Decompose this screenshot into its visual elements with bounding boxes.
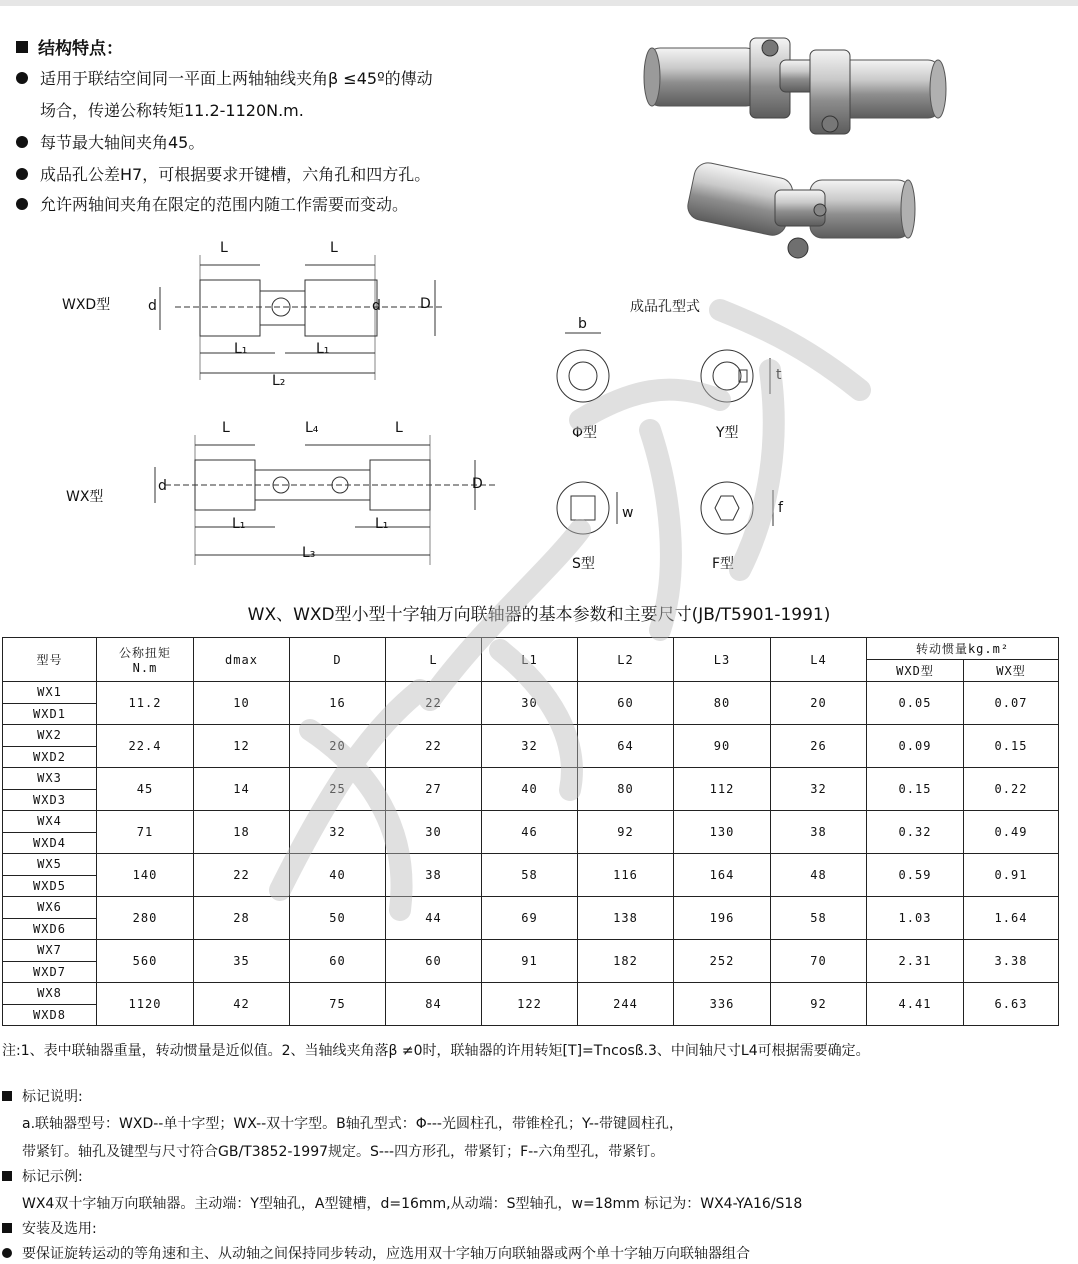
cell-L: 27: [386, 768, 482, 811]
square-bullet-icon: [2, 1223, 12, 1233]
cell-L1: 58: [482, 854, 578, 897]
cell-D: 75: [290, 983, 386, 1026]
header-inertia: 转动惯量kg.m²: [867, 638, 1059, 660]
feature-item-2: 每节最大轴间夹角45。: [16, 130, 204, 153]
hole-type-y-label: Y型: [716, 425, 739, 441]
dim-L-label: L: [395, 420, 403, 436]
model-wx-cell: WX3: [3, 768, 97, 790]
cell-torque: 280: [97, 897, 194, 940]
table-note: 注:1、表中联轴器重量，转动惯量是近似值。2、当轴线夹角落β ≠0时，联轴器的许用转矩[T]=Tncosß.3、中间轴尺寸L4可根据需要确定。: [2, 1043, 870, 1059]
cell-dmax: 35: [194, 940, 290, 983]
hole-type-phi-label: Φ型: [572, 425, 598, 441]
feature-item-4: 允许两轴间夹角在限定的范围内随工作需要而变动。: [16, 192, 408, 215]
cell-dmax: 18: [194, 811, 290, 854]
cell-L: 22: [386, 725, 482, 768]
marking-title: 标记说明:: [2, 1086, 83, 1106]
cell-L3: 336: [674, 983, 771, 1026]
dim-L-label: L: [222, 420, 230, 436]
cell-dmax: 14: [194, 768, 290, 811]
cell-L1: 122: [482, 983, 578, 1026]
model-wxd-cell: WXD1: [3, 703, 97, 725]
cell-D: 20: [290, 725, 386, 768]
header-L: L: [386, 638, 482, 682]
header-inertia-wxd: WXD型: [867, 660, 964, 682]
cell-L3: 196: [674, 897, 771, 940]
cell-j_wx: 0.22: [964, 768, 1059, 811]
cell-j_wx: 3.38: [964, 940, 1059, 983]
header-D: D: [290, 638, 386, 682]
cell-L2: 80: [578, 768, 674, 811]
dim-L1-label: L₁: [234, 341, 248, 357]
cell-dmax: 22: [194, 854, 290, 897]
dim-L1-label: L₁: [375, 516, 389, 532]
header-L1: L1: [482, 638, 578, 682]
cell-L: 30: [386, 811, 482, 854]
single-joint-photo: [680, 150, 920, 270]
watermark-brushstroke: [250, 270, 900, 930]
model-wxd-cell: WXD8: [3, 1004, 97, 1026]
dim-L3-label: L₃: [302, 545, 316, 561]
cell-j_wxd: 0.09: [867, 725, 964, 768]
cell-L4: 20: [771, 682, 867, 725]
cell-j_wx: 6.63: [964, 983, 1059, 1026]
cell-j_wxd: 0.32: [867, 811, 964, 854]
square-bullet-icon: [2, 1171, 12, 1181]
cell-L4: 70: [771, 940, 867, 983]
model-wxd-cell: WXD7: [3, 961, 97, 983]
feature-item-3: 成品孔公差H7，可根据要求开键槽，六角孔和四方孔。: [16, 162, 430, 185]
cell-L2: 64: [578, 725, 674, 768]
marking-line-2: 带紧钉。轴孔及键型与尺寸符合GB/T3852-1997规定。S---四方形孔，带紧钉；F--六角型孔，带紧钉。: [22, 1144, 665, 1160]
dim-t-label: t: [776, 367, 782, 383]
model-wx-cell: WX8: [3, 983, 97, 1005]
table-title: WX、WXD型小型十字轴万向联轴器的基本参数和主要尺寸(JB/T5901-1991): [247, 605, 831, 625]
cell-L4: 48: [771, 854, 867, 897]
header-L4: L4: [771, 638, 867, 682]
feature-item-1-continuation: 场合，传递公称转矩11.2-1120N.m.: [40, 101, 304, 120]
install-bullet: 要保证旋转运动的等角速和主、从动轴之间保持同步转动，应选用双十字轴万向联轴器或两个单十字轴万向联轴器组合: [2, 1243, 750, 1263]
model-wx-cell: WX6: [3, 897, 97, 919]
cell-L3: 130: [674, 811, 771, 854]
marking-line-1: a.联轴器型号：WXD--单十字型；WX--双十字型。B轴孔型式：Φ---光圆柱孔，带锥栓孔；Y--带键圆柱孔，: [22, 1116, 683, 1132]
cell-L4: 32: [771, 768, 867, 811]
model-wx-cell: WX5: [3, 854, 97, 876]
cell-j_wx: 1.64: [964, 897, 1059, 940]
cell-torque: 560: [97, 940, 194, 983]
cell-torque: 71: [97, 811, 194, 854]
cell-L1: 46: [482, 811, 578, 854]
cell-j_wx: 0.15: [964, 725, 1059, 768]
dim-L-label: L: [330, 240, 338, 256]
header-model: 型号: [3, 638, 97, 682]
cell-j_wx: 0.49: [964, 811, 1059, 854]
hole-type-s-label: S型: [572, 556, 595, 572]
bullet-dot-icon: [2, 1248, 12, 1258]
cell-j_wxd: 0.15: [867, 768, 964, 811]
model-wxd-cell: WXD3: [3, 789, 97, 811]
cell-L4: 92: [771, 983, 867, 1026]
dim-D-label: D: [420, 296, 431, 312]
cell-L4: 26: [771, 725, 867, 768]
cell-D: 16: [290, 682, 386, 725]
example-title: 标记示例:: [2, 1166, 83, 1186]
cell-L: 38: [386, 854, 482, 897]
model-wx-cell: WX1: [3, 682, 97, 704]
cell-L2: 138: [578, 897, 674, 940]
cell-torque: 140: [97, 854, 194, 897]
cell-L: 84: [386, 983, 482, 1026]
cell-L: 44: [386, 897, 482, 940]
cell-L1: 32: [482, 725, 578, 768]
cell-torque: 22.4: [97, 725, 194, 768]
dim-d-label: d: [372, 298, 381, 314]
header-torque: 公称扭矩 N.m: [97, 638, 194, 682]
install-title: 安装及选用:: [2, 1218, 97, 1238]
cell-L1: 69: [482, 897, 578, 940]
header-dmax: dmax: [194, 638, 290, 682]
model-wxd-cell: WXD4: [3, 832, 97, 854]
feature-item-1: 适用于联结空间同一平面上两轴轴线夹角β ≤45º的傳动: [16, 66, 433, 89]
cell-torque: 1120: [97, 983, 194, 1026]
top-bar: [0, 0, 1078, 6]
cell-L3: 90: [674, 725, 771, 768]
dim-f-label: f: [778, 500, 783, 516]
cross-shape: [775, 190, 826, 258]
cell-j_wxd: 2.31: [867, 940, 964, 983]
dim-D-label: D: [472, 476, 483, 492]
cell-L1: 91: [482, 940, 578, 983]
cell-L: 60: [386, 940, 482, 983]
cell-j_wx: 0.07: [964, 682, 1059, 725]
cell-torque: 45: [97, 768, 194, 811]
cell-D: 32: [290, 811, 386, 854]
dim-L1-label: L₁: [316, 341, 330, 357]
cell-L3: 252: [674, 940, 771, 983]
double-joint-photo: [640, 20, 950, 150]
square-bullet-icon: [16, 41, 28, 53]
wxd-type-label: WXD型: [62, 297, 111, 313]
cell-dmax: 12: [194, 725, 290, 768]
header-L3: L3: [674, 638, 771, 682]
cell-L: 22: [386, 682, 482, 725]
hole-type-f-label: F型: [712, 556, 735, 572]
cell-L2: 182: [578, 940, 674, 983]
bullet-dot-icon: [16, 168, 28, 180]
dim-b-label: b: [578, 316, 587, 332]
example-line: WX4双十字轴万向联轴器。主动端：Y型轴孔，A型键槽，d=16mm,从动端：S型轴孔，w=18mm 标记为：WX4-YA16/S18: [22, 1196, 803, 1212]
table-row: [3, 940, 1059, 962]
model-wx-cell: WX4: [3, 811, 97, 833]
cell-dmax: 10: [194, 682, 290, 725]
cell-D: 25: [290, 768, 386, 811]
cell-L2: 244: [578, 983, 674, 1026]
cell-L2: 116: [578, 854, 674, 897]
model-wxd-cell: WXD2: [3, 746, 97, 768]
cell-j_wxd: 1.03: [867, 897, 964, 940]
dim-L1-label: L₁: [232, 516, 246, 532]
dim-L2-label: L₂: [272, 373, 286, 389]
header-L2: L2: [578, 638, 674, 682]
bullet-dot-icon: [16, 198, 28, 210]
cell-L3: 112: [674, 768, 771, 811]
cell-L4: 38: [771, 811, 867, 854]
cell-L3: 164: [674, 854, 771, 897]
cell-L2: 92: [578, 811, 674, 854]
bullet-dot-icon: [16, 136, 28, 148]
cell-D: 60: [290, 940, 386, 983]
cell-L3: 80: [674, 682, 771, 725]
bullet-dot-icon: [16, 72, 28, 84]
square-bullet-icon: [2, 1091, 12, 1101]
model-wx-cell: WX2: [3, 725, 97, 747]
dim-L-label: L: [220, 240, 228, 256]
features-title: 结构特点：: [16, 34, 123, 59]
cell-D: 40: [290, 854, 386, 897]
cell-L1: 30: [482, 682, 578, 725]
wx-type-label: WX型: [66, 489, 104, 505]
dim-d-label: d: [148, 298, 157, 314]
dim-d-label: d: [158, 478, 167, 494]
cell-dmax: 42: [194, 983, 290, 1026]
dim-w-label: w: [622, 505, 634, 521]
header-inertia-wx: WX型: [964, 660, 1059, 682]
model-wxd-cell: WXD6: [3, 918, 97, 940]
cell-L2: 60: [578, 682, 674, 725]
cell-L4: 58: [771, 897, 867, 940]
table-row: [3, 983, 1059, 1005]
hole-type-title: 成品孔型式: [630, 299, 700, 315]
cell-D: 50: [290, 897, 386, 940]
model-wx-cell: WX7: [3, 940, 97, 962]
model-wxd-cell: WXD5: [3, 875, 97, 897]
cell-j_wx: 0.91: [964, 854, 1059, 897]
cell-dmax: 28: [194, 897, 290, 940]
cell-j_wxd: 0.05: [867, 682, 964, 725]
dim-L4-label: L₄: [305, 420, 319, 436]
cell-torque: 11.2: [97, 682, 194, 725]
cross-shape: [750, 38, 850, 134]
cell-j_wxd: 4.41: [867, 983, 964, 1026]
cell-j_wxd: 0.59: [867, 854, 964, 897]
cell-L1: 40: [482, 768, 578, 811]
